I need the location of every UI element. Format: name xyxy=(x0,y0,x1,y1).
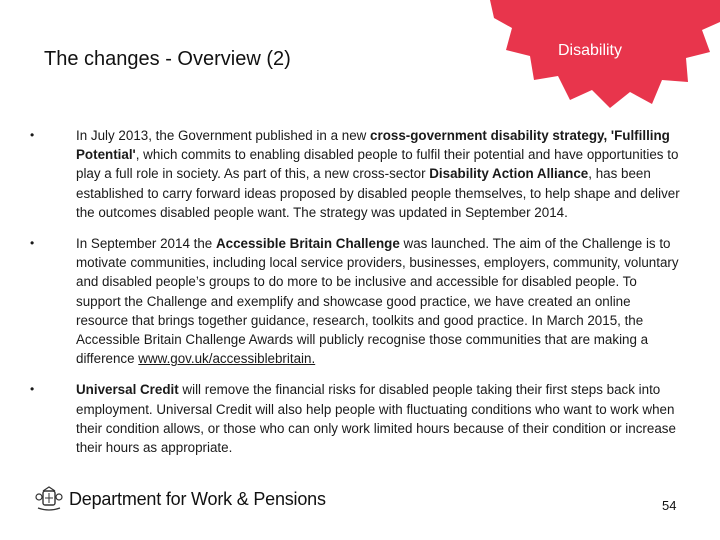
bullet-marker: • xyxy=(30,236,35,251)
department-name: Department for Work & Pensions xyxy=(69,488,326,509)
list-item xyxy=(30,380,680,457)
royal-crest-icon xyxy=(34,484,64,514)
department-logo xyxy=(34,484,326,514)
slide-title: The changes - Overview (2) xyxy=(44,48,291,70)
bullet-marker: • xyxy=(30,128,35,142)
list-item xyxy=(30,126,680,222)
bullet-text: In July 2013, the Government published in a new cross-government disability strategy, 'Fulfilling Potential', which commits to enabling disabled people to fulfil their potential and have opportunities to play a full role in society. As part of this, a new cross-sector Disability Action Alliance, has been established to carry forward ideas proposed by disabled people themselves, to help shape and deliver the outcomes disabled people want. The strategy was updated in September 2014. xyxy=(76,128,680,220)
topic-tag: Disability xyxy=(557,42,622,59)
accessible-britain-link[interactable]: www.gov.uk/accessiblebritain. xyxy=(138,351,316,367)
bullet-text: Universal Credit will remove the financial risks for disabled people taking their first steps back into employment. Universal Credit will also help people with fluctuating conditions who want to work when their condition allows, or those who can only work limited hours because of their condition or increase their hours as appropriate. xyxy=(76,382,676,456)
page-number: 54 xyxy=(662,498,677,513)
list-item xyxy=(30,234,680,368)
bullet-text: In September 2014 the Accessible Britain Challenge was launched. The aim of the Challenge is to motivate communities, including local service providers, businesses, employers, community, voluntary and disabled people’s groups to do more to be inclusive and accessible for disabled people. To support the Challenge and exemplify and showcase good practice, we have created an online resource that brings together guidance, research, toolkits and good practice. In March 2015, the Accessible Britain Challenge Awards will publicly recognise those communities that are making a difference www.gov.uk/accessiblebritain. xyxy=(76,236,679,367)
bullet-list xyxy=(30,126,680,469)
bullet-marker: • xyxy=(30,382,35,397)
